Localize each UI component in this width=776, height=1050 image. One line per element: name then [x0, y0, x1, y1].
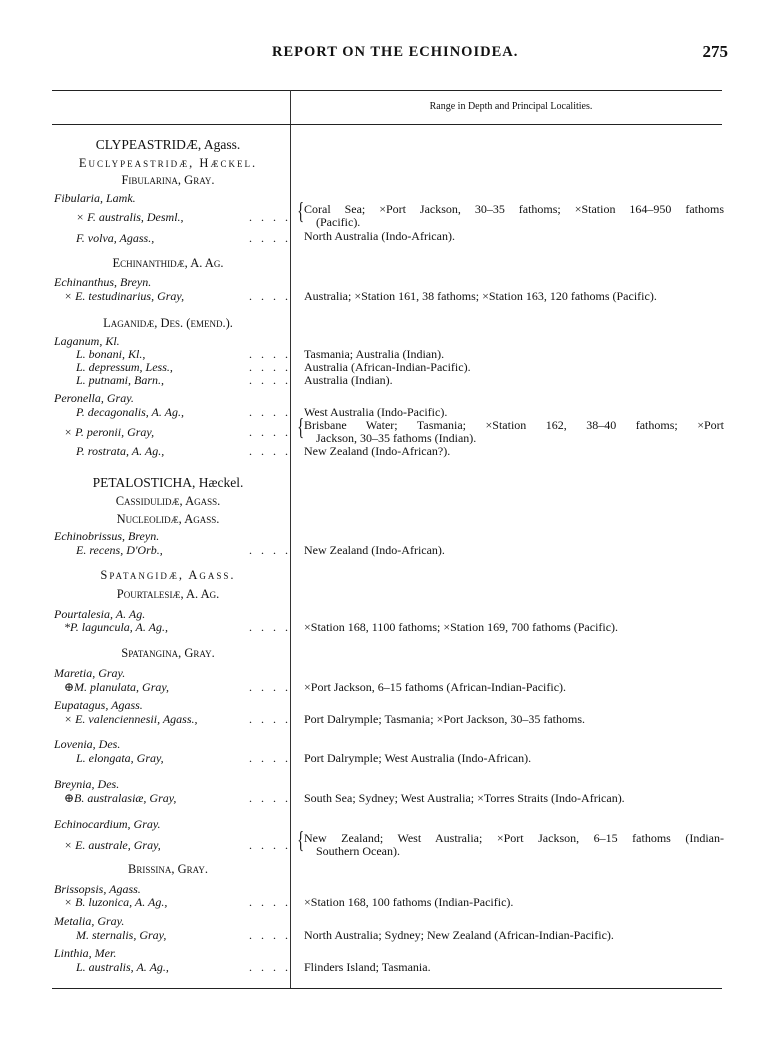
locality-entry: Port Dalrymple; Tasmania; ×Port Jackson, 30–35 fathoms. [304, 712, 586, 726]
species-name: M. sternalis, Gray, [76, 928, 167, 942]
species-name: L. australis, A. Ag., [76, 960, 169, 974]
running-head [0, 44, 776, 70]
genus-name: Breynia, Des. [54, 777, 120, 791]
family-heading: Cassidulidæ, Agass. [115, 494, 221, 508]
locality-entry: Australia (Indian). [304, 373, 393, 387]
table-top-rule [52, 90, 722, 91]
species-name: F. volva, Agass., [76, 231, 155, 245]
genus-name: Echinocardium, Gray. [54, 817, 161, 831]
locality-entry: Jackson, 30–35 fathoms (Indian). [316, 431, 477, 445]
species-name: L. bonani, Kl., [76, 347, 146, 361]
subfamily-heading: Pourtalesiæ, A. Ag. [116, 587, 220, 601]
genus-name: Echinobrissus, Breyn. [54, 529, 160, 543]
locality-entry: Coral Sea; ×Port Jackson, 30–35 fathoms; ×Station 164–950 fathoms [304, 202, 724, 216]
subfamily-heading: Euclypeastridæ, Hæckel. [78, 156, 258, 170]
family-heading: Echinanthidæ, A. Ag. [112, 256, 224, 270]
locality-entry: Southern Ocean). [316, 844, 400, 858]
species-name: ⊕M. planulata, Gray, [64, 680, 170, 694]
genus-name: Laganum, Kl. [54, 334, 120, 348]
brace-symbol: { [297, 199, 305, 225]
subfamily-heading: Brissina, Gray. [128, 862, 208, 876]
genus-name: Maretia, Gray. [54, 666, 126, 680]
locality-entry: Australia (African-Indian-Pacific). [304, 360, 471, 374]
order-heading: PETALOSTICHA, Hæckel. [92, 475, 244, 490]
locality-entry: Flinders Island; Tasmania. [304, 960, 431, 974]
locality-entry: (Pacific). [316, 215, 361, 229]
locality-entry: ×Station 168, 100 fathoms (Indian-Pacific). [304, 895, 514, 909]
genus-name: Peronella, Gray. [54, 391, 134, 405]
group-heading: Fibularina, Gray. [121, 173, 215, 187]
running-head-title: REPORT ON THE ECHINOIDEA. [272, 44, 519, 60]
species-name: *P. laguncula, A. Ag., [64, 620, 169, 634]
family-heading: CLYPEASTRIDÆ, Agass. [95, 137, 241, 152]
genus-name: Pourtalesia, A. Ag. [54, 607, 146, 621]
locality-entry: Tasmania; Australia (Indian). [304, 347, 445, 361]
species-name: L. elongata, Gray, [76, 751, 164, 765]
species-name: × E. australe, Gray, [64, 838, 161, 852]
species-name: P. rostrata, A. Ag., [76, 444, 165, 458]
species-name: × P. peronii, Gray, [64, 425, 155, 439]
species-name: × E. valenciennesii, Agass., [64, 712, 198, 726]
locality-entry: New Zealand (Indo-African). [304, 543, 445, 557]
species-name: L. depressum, Less., [76, 360, 173, 374]
column-divider [290, 90, 291, 988]
species-name: P. decagonalis, A. Ag., [76, 405, 184, 419]
species-name: E. recens, D'Orb., [76, 543, 163, 557]
locality-entry: New Zealand; West Australia; ×Port Jackson, 6–15 fathoms (Indian- [304, 831, 724, 845]
locality-entry: North Australia (Indo-African). [304, 229, 455, 243]
subfamily-heading: Spatangina, Gray. [121, 646, 215, 660]
locality-entry: West Australia (Indo-Pacific). [304, 405, 448, 419]
subfamily-heading: Nucleolidæ, Agass. [116, 512, 220, 526]
locality-entry: Australia; ×Station 161, 38 fathoms; ×Station 163, 120 fathoms (Pacific). [304, 289, 657, 303]
brace-symbol: { [297, 828, 305, 854]
genus-name: Brissopsis, Agass. [54, 882, 141, 896]
family-heading: Laganidæ, Des. (emend.). [103, 316, 233, 330]
species-name: ⊕B. australasiæ, Gray, [64, 791, 177, 805]
locality-entry: ×Port Jackson, 6–15 fathoms (African-Indian-Pacific). [304, 680, 567, 694]
locality-entry: Brisbane Water; Tasmania; ×Station 162, 38–40 fathoms; ×Port [304, 418, 724, 432]
locality-entry: ×Station 168, 1100 fathoms; ×Station 169, 700 fathoms (Pacific). [304, 620, 619, 634]
column-header: Range in Depth and Principal Localities. [429, 101, 593, 112]
locality-entry: North Australia; Sydney; New Zealand (African-Indian-Pacific). [304, 928, 614, 942]
family-heading: Spatangidæ, Agass. [100, 568, 236, 582]
table-bottom-rule [52, 988, 722, 989]
species-name: L. putnami, Barn., [76, 373, 165, 387]
species-name: × E. testudinarius, Gray, [64, 289, 185, 303]
genus-name: Echinanthus, Breyn. [54, 275, 152, 289]
genus-name: Eupatagus, Agass. [54, 698, 143, 712]
species-name: × B. luzonica, A. Ag., [64, 895, 168, 909]
genus-name: Fibularia, Lamk. [54, 191, 136, 205]
genus-name: Lovenia, Des. [54, 737, 121, 751]
locality-entry: South Sea; Sydney; West Australia; ×Torres Straits (Indo-African). [304, 791, 625, 805]
header-rule [52, 124, 722, 125]
brace-symbol: { [297, 415, 305, 441]
genus-name: Metalia, Gray. [54, 914, 125, 928]
genus-name: Linthia, Mer. [54, 946, 117, 960]
page-number: 275 [702, 42, 728, 61]
locality-entry: New Zealand (Indo-African?). [304, 444, 451, 458]
species-name: × F. australis, Desml., [76, 210, 184, 224]
locality-entry: Port Dalrymple; West Australia (Indo-African). [304, 751, 532, 765]
